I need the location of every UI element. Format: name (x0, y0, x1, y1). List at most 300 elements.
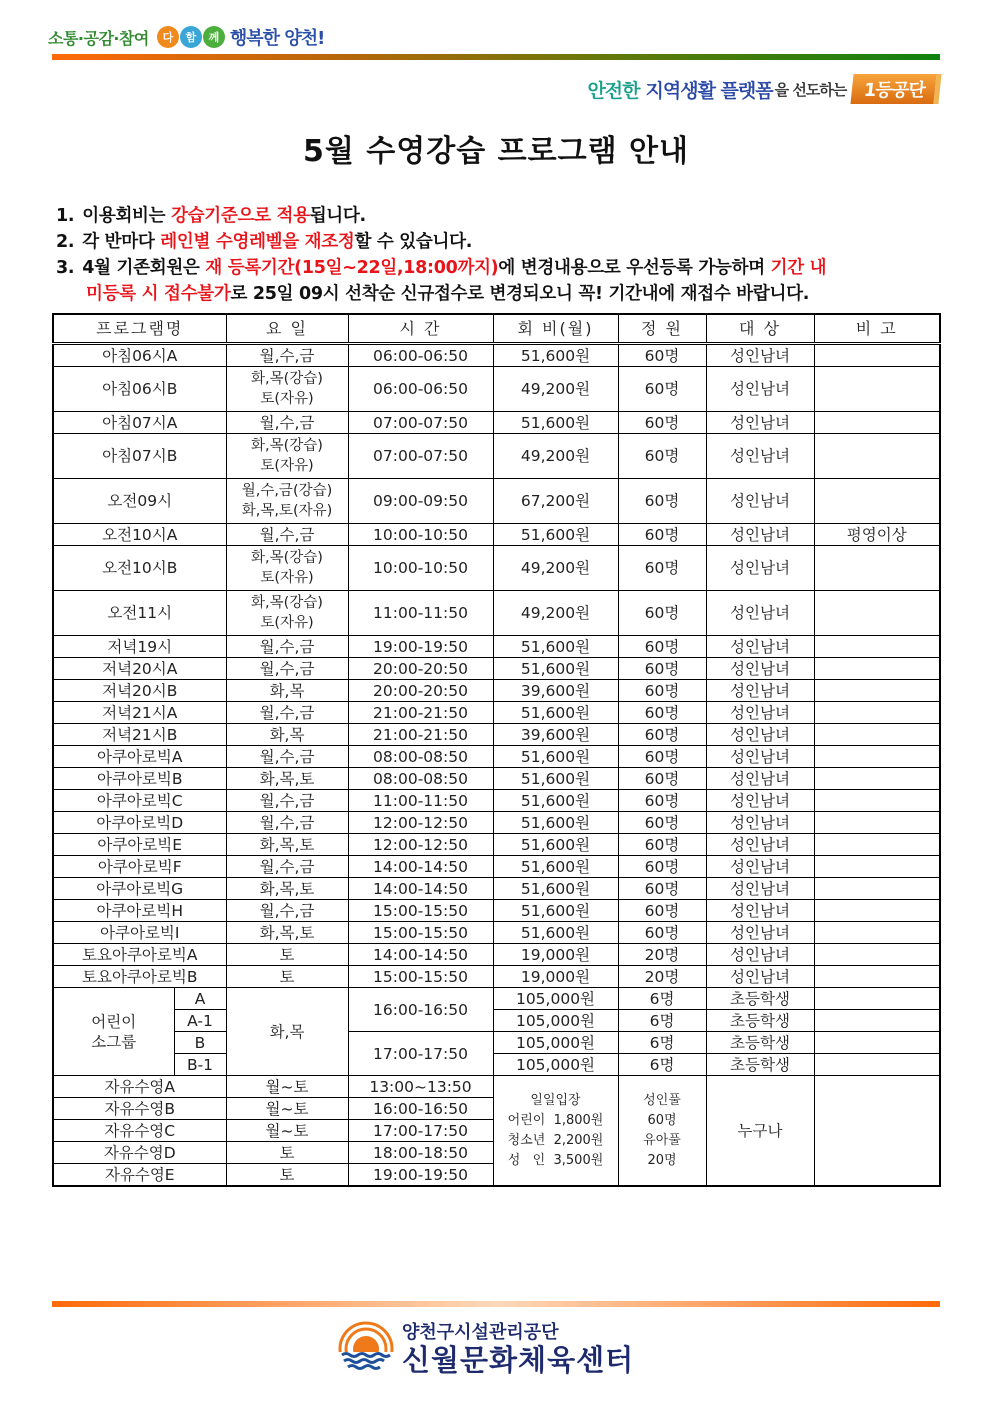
time-cell: 12:00-12:50 (348, 834, 493, 856)
days-line: 토(자유) (260, 570, 314, 586)
days-cell (226, 680, 348, 702)
days-line: 월,수,금 (259, 747, 315, 766)
table-row (53, 900, 940, 922)
days-cell (226, 524, 348, 546)
days-line: 토 (279, 967, 295, 986)
capacity-cell: 60명 (618, 702, 706, 724)
fee-cell: 105,000원 (493, 1010, 618, 1032)
fee-cell: 51,600원 (493, 524, 618, 546)
target-cell: 초등학생 (706, 1010, 814, 1032)
notice-number: 3. (56, 258, 75, 278)
target-cell: 초등학생 (706, 1054, 814, 1076)
header-fee: 회 비(월) (493, 314, 618, 344)
program-name-cell: 아쿠아로빅A (53, 746, 226, 768)
days-cell: 월~토 (226, 1120, 348, 1142)
days-line: 월,수,금 (259, 346, 315, 365)
top-slogan (48, 22, 324, 52)
target-cell: 성인남녀 (706, 524, 814, 546)
fee-cell: 51,600원 (493, 658, 618, 680)
table-row (53, 768, 940, 790)
capacity-cell: 60명 (618, 790, 706, 812)
slogan-badge-ham: 함 (180, 26, 202, 48)
program-name-cell: 토요아쿠아로빅B (53, 966, 226, 988)
time-cell: 19:00-19:50 (348, 1164, 493, 1187)
time-cell: 20:00-20:50 (348, 680, 493, 702)
notice-text: 에 변경내용으로 우선등록 가능하며 (498, 258, 771, 278)
notice-list (56, 203, 946, 307)
capacity-cell: 60명 (618, 367, 706, 412)
capacity-cell: 60명 (618, 856, 706, 878)
notice-item (56, 255, 946, 281)
days-cell (226, 856, 348, 878)
notice-item (56, 203, 946, 229)
days-line: 월,수,금 (259, 703, 315, 722)
capacity-cell: 60명 (618, 900, 706, 922)
fee-cell: 19,000원 (493, 966, 618, 988)
program-name-cell: 저녁20시B (53, 680, 226, 702)
capacity-cell: 60명 (618, 922, 706, 944)
notice-text: 4월 기존회원은 (82, 258, 206, 278)
program-name-cell: 아쿠아로빅G (53, 878, 226, 900)
fee-cell: 51,600원 (493, 812, 618, 834)
days-line: 월,수,금 (259, 813, 315, 832)
time-cell: 15:00-15:50 (348, 966, 493, 988)
days-cell (226, 724, 348, 746)
notice-text: 각 반마다 (82, 232, 161, 252)
program-name-cell: 아쿠아로빅D (53, 812, 226, 834)
target-cell: 성인남녀 (706, 636, 814, 658)
target-cell: 성인남녀 (706, 344, 814, 367)
program-name-cell: 자유수영D (53, 1142, 226, 1164)
note-cell (814, 724, 940, 746)
notice-highlight: 미등록 시 접수불가 (86, 284, 231, 304)
note-cell (814, 834, 940, 856)
capacity-cell: 60명 (618, 768, 706, 790)
time-cell: 11:00-11:50 (348, 591, 493, 636)
free-swim-note-cell (814, 1076, 940, 1187)
time-cell: 07:00-07:50 (348, 434, 493, 479)
header-note: 비 고 (814, 314, 940, 344)
footer-center-name: 신월문화체육센터 (402, 1343, 635, 1377)
table-row-kids (53, 1054, 940, 1076)
fee-cell: 49,200원 (493, 367, 618, 412)
capacity-cell: 6명 (618, 1010, 706, 1032)
table-row (53, 966, 940, 988)
time-cell: 09:00-09:50 (348, 479, 493, 524)
table-row (53, 434, 940, 479)
time-cell: 06:00-06:50 (348, 367, 493, 412)
pool-capacity-line: 20명 (647, 1152, 677, 1168)
daily-fee-line: 청소년 2,200원 (507, 1132, 604, 1148)
days-line: 화,목,토 (259, 879, 315, 898)
program-name-cell: 아쿠아로빅C (53, 790, 226, 812)
kids-group-name-line: 어린이 (91, 1012, 137, 1031)
fee-cell: 39,600원 (493, 724, 618, 746)
page-title: 5월 수영강습 프로그램 안내 (303, 134, 689, 169)
notice-number: 1. (56, 206, 75, 226)
note-cell (814, 412, 940, 434)
daily-fee-line: 성 인 3,500원 (507, 1152, 604, 1168)
program-name-cell: 오전11시 (53, 591, 226, 636)
days-line: 월,수,금 (259, 857, 315, 876)
capacity-cell: 60명 (618, 524, 706, 546)
kids-subgroup-cell: B (174, 1032, 226, 1054)
time-cell: 21:00-21:50 (348, 724, 493, 746)
note-cell (814, 479, 940, 524)
days-cell: 월~토 (226, 1098, 348, 1120)
time-cell: 14:00-14:50 (348, 878, 493, 900)
fee-cell: 51,600원 (493, 922, 618, 944)
table-row (53, 856, 940, 878)
target-cell: 성인남녀 (706, 434, 814, 479)
capacity-cell: 20명 (618, 966, 706, 988)
target-cell: 성인남녀 (706, 812, 814, 834)
time-cell: 14:00-14:50 (348, 944, 493, 966)
program-name-cell: 아침07시B (53, 434, 226, 479)
time-cell: 08:00-08:50 (348, 746, 493, 768)
time-cell: 12:00-12:50 (348, 812, 493, 834)
days-cell (226, 944, 348, 966)
days-cell (226, 922, 348, 944)
note-cell (814, 988, 940, 1010)
capacity-cell: 60명 (618, 636, 706, 658)
tagline-part3: 을 선도하는 (774, 80, 847, 99)
table-row (53, 344, 940, 367)
table-row-kids (53, 988, 940, 1010)
days-line: 화,목(강습) (251, 371, 323, 387)
notice-item (56, 281, 946, 307)
kids-time-cell: 17:00-17:50 (348, 1032, 493, 1076)
capacity-cell: 60명 (618, 591, 706, 636)
daily-fee-line: 일일입장 (530, 1092, 581, 1108)
pool-capacity-line: 유아풀 (643, 1132, 681, 1148)
fee-cell: 49,200원 (493, 591, 618, 636)
free-swim-target-cell: 누구나 (706, 1076, 814, 1187)
fee-cell: 51,600원 (493, 768, 618, 790)
notice-text: 로 25일 09시 선착순 신규접수로 변경되오니 꼭! 기간내에 재접수 바랍니다. (230, 284, 810, 304)
target-cell: 성인남녀 (706, 768, 814, 790)
fee-cell: 51,600원 (493, 344, 618, 367)
days-cell (226, 790, 348, 812)
days-line: 화,목,토 (259, 769, 315, 788)
table-header-row (53, 314, 940, 344)
days-line: 화,목,토 (259, 835, 315, 854)
fee-cell: 105,000원 (493, 1032, 618, 1054)
note-cell (814, 922, 940, 944)
slogan-badge-kke: 께 (203, 26, 225, 48)
days-line: 월,수,금 (259, 791, 315, 810)
table-row-kids (53, 1010, 940, 1032)
days-line: 토 (279, 945, 295, 964)
kids-subgroup-cell: A (174, 988, 226, 1010)
fee-cell: 51,600원 (493, 636, 618, 658)
kids-group-name-line: 소그룹 (91, 1032, 137, 1051)
capacity-cell: 6명 (618, 1032, 706, 1054)
target-cell: 초등학생 (706, 988, 814, 1010)
kids-days-cell: 화,목 (226, 988, 348, 1076)
days-line: 토(자유) (260, 615, 314, 631)
notice-highlight: 재 등록기간(15일~22일,18:00까지) (205, 258, 499, 278)
days-cell (226, 768, 348, 790)
days-cell (226, 591, 348, 636)
time-cell: 07:00-07:50 (348, 412, 493, 434)
capacity-cell: 60명 (618, 878, 706, 900)
time-cell: 10:00-10:50 (348, 546, 493, 591)
days-line: 화,목(강습) (251, 595, 323, 611)
target-cell: 성인남녀 (706, 746, 814, 768)
days-cell: 토 (226, 1164, 348, 1187)
days-line: 월,수,금 (259, 637, 315, 656)
time-cell: 11:00-11:50 (348, 790, 493, 812)
days-cell: 월~토 (226, 1076, 348, 1098)
days-line: 월,수,금(강습) (241, 483, 333, 499)
note-cell (814, 746, 940, 768)
program-name-cell: 오전09시 (53, 479, 226, 524)
fee-cell: 67,200원 (493, 479, 618, 524)
capacity-cell: 60명 (618, 680, 706, 702)
tagline-part2: 지역생활 플랫폼 (645, 79, 773, 102)
program-name-cell: 저녁21시A (53, 702, 226, 724)
days-line: 화,목 (269, 681, 305, 700)
program-name-cell: 자유수영E (53, 1164, 226, 1187)
days-line: 화,목,토(자유) (241, 503, 333, 519)
table-row (53, 790, 940, 812)
table-row-kids (53, 1032, 940, 1054)
notice-item (56, 229, 946, 255)
table-row (53, 680, 940, 702)
table-row (53, 479, 940, 524)
fee-cell: 51,600원 (493, 900, 618, 922)
schedule-table (52, 313, 941, 1187)
fee-cell: 49,200원 (493, 434, 618, 479)
program-name-cell: 아침06시B (53, 367, 226, 412)
footer-divider (52, 1301, 940, 1307)
table-row (53, 591, 940, 636)
target-cell: 성인남녀 (706, 479, 814, 524)
tagline-badge: 1등공단 (851, 74, 942, 104)
fee-cell: 49,200원 (493, 546, 618, 591)
note-cell (814, 812, 940, 834)
fee-cell: 51,600원 (493, 878, 618, 900)
days-line: 화,목 (269, 725, 305, 744)
days-cell (226, 966, 348, 988)
tagline-banner (587, 74, 940, 104)
note-cell: 평영이상 (814, 524, 940, 546)
fee-cell: 51,600원 (493, 834, 618, 856)
note-cell (814, 680, 940, 702)
capacity-cell: 60명 (618, 746, 706, 768)
days-line: 월,수,금 (259, 659, 315, 678)
note-cell (814, 367, 940, 412)
days-cell (226, 636, 348, 658)
program-name-cell: 아쿠아로빅F (53, 856, 226, 878)
capacity-cell: 6명 (618, 1054, 706, 1076)
days-cell (226, 658, 348, 680)
target-cell: 성인남녀 (706, 790, 814, 812)
time-cell: 19:00-19:50 (348, 636, 493, 658)
target-cell: 성인남녀 (706, 680, 814, 702)
fee-cell: 105,000원 (493, 1054, 618, 1076)
table-row (53, 524, 940, 546)
table-row (53, 878, 940, 900)
time-cell: 16:00-16:50 (348, 1098, 493, 1120)
fee-cell: 19,000원 (493, 944, 618, 966)
table-row (53, 367, 940, 412)
note-cell (814, 944, 940, 966)
capacity-cell: 60명 (618, 344, 706, 367)
note-cell (814, 856, 940, 878)
program-name-cell: 저녁19시 (53, 636, 226, 658)
capacity-cell: 60명 (618, 479, 706, 524)
time-cell: 13:00~13:50 (348, 1076, 493, 1098)
program-name-cell: 자유수영C (53, 1120, 226, 1142)
notice-highlight: 강습기준으로 적용 (171, 206, 310, 226)
time-cell: 17:00-17:50 (348, 1120, 493, 1142)
program-name-cell: 아쿠아로빅E (53, 834, 226, 856)
notice-text: 됩니다. (309, 206, 366, 226)
pool-capacity-line: 60명 (647, 1112, 677, 1128)
free-swim-capacity-cell (618, 1076, 706, 1187)
days-cell (226, 412, 348, 434)
kids-subgroup-cell: B-1 (174, 1054, 226, 1076)
note-cell (814, 546, 940, 591)
days-line: 화,목(강습) (251, 550, 323, 566)
fee-cell: 51,600원 (493, 746, 618, 768)
slogan-left: 소통·공감·참여 (48, 28, 149, 48)
days-cell (226, 546, 348, 591)
footer-logo (338, 1318, 634, 1376)
program-name-cell: 토요아쿠아로빅A (53, 944, 226, 966)
target-cell: 성인남녀 (706, 702, 814, 724)
target-cell: 초등학생 (706, 1032, 814, 1054)
daily-fee-line: 어린이 1,800원 (507, 1112, 604, 1128)
target-cell: 성인남녀 (706, 591, 814, 636)
days-line: 화,목,토 (259, 923, 315, 942)
fee-cell: 51,600원 (493, 790, 618, 812)
days-cell: 토 (226, 1142, 348, 1164)
fee-cell: 51,600원 (493, 702, 618, 724)
table-row (53, 746, 940, 768)
kids-group-name-cell (53, 988, 174, 1076)
pool-capacity-line: 성인풀 (643, 1092, 681, 1108)
note-cell (814, 344, 940, 367)
program-name-cell: 오전10시A (53, 524, 226, 546)
table-row (53, 944, 940, 966)
table-row (53, 724, 940, 746)
note-cell (814, 636, 940, 658)
fee-cell: 105,000원 (493, 988, 618, 1010)
kids-subgroup-cell: A-1 (174, 1010, 226, 1032)
tagline-part1: 안전한 (587, 79, 640, 102)
capacity-cell: 60명 (618, 658, 706, 680)
notice-number: 2. (56, 232, 75, 252)
note-cell (814, 591, 940, 636)
program-name-cell: 오전10시B (53, 546, 226, 591)
table-row (53, 922, 940, 944)
time-cell: 06:00-06:50 (348, 344, 493, 367)
notice-text: 할 수 있습니다. (354, 232, 473, 252)
header-days: 요 일 (226, 314, 348, 344)
days-line: 월,수,금 (259, 525, 315, 544)
slogan-right: 행복한 양천! (229, 28, 325, 49)
footer-org-name: 양천구시설관리공단 (402, 1322, 559, 1343)
days-line: 토(자유) (260, 458, 314, 474)
note-cell (814, 658, 940, 680)
fee-cell: 39,600원 (493, 680, 618, 702)
target-cell: 성인남녀 (706, 944, 814, 966)
time-cell: 15:00-15:50 (348, 922, 493, 944)
capacity-cell: 6명 (618, 988, 706, 1010)
notice-highlight: 기간 내 (770, 258, 827, 278)
days-cell (226, 367, 348, 412)
days-line: 화,목(강습) (251, 438, 323, 454)
table-row (53, 546, 940, 591)
slogan-badge-da: 다 (157, 26, 179, 48)
capacity-cell: 60명 (618, 546, 706, 591)
program-name-cell: 저녁20시A (53, 658, 226, 680)
days-cell (226, 344, 348, 367)
note-cell (814, 900, 940, 922)
target-cell: 성인남녀 (706, 724, 814, 746)
table-row (53, 702, 940, 724)
note-cell (814, 434, 940, 479)
days-line: 월,수,금 (259, 901, 315, 920)
program-name-cell: 자유수영A (53, 1076, 226, 1098)
capacity-cell: 60명 (618, 434, 706, 479)
note-cell (814, 790, 940, 812)
table-row-free-swim (53, 1076, 940, 1098)
table-row (53, 636, 940, 658)
capacity-cell: 60명 (618, 812, 706, 834)
program-name-cell: 아침06시A (53, 344, 226, 367)
table-row (53, 834, 940, 856)
target-cell: 성인남녀 (706, 922, 814, 944)
notice-highlight: 레인별 수영레벨을 재조정 (160, 232, 355, 252)
days-cell (226, 702, 348, 724)
days-line: 토(자유) (260, 391, 314, 407)
fee-cell: 51,600원 (493, 856, 618, 878)
kids-time-cell: 16:00-16:50 (348, 988, 493, 1032)
free-swim-fee-cell (493, 1076, 618, 1187)
time-cell: 14:00-14:50 (348, 856, 493, 878)
target-cell: 성인남녀 (706, 834, 814, 856)
target-cell: 성인남녀 (706, 367, 814, 412)
days-cell (226, 746, 348, 768)
note-cell (814, 966, 940, 988)
program-name-cell: 아쿠아로빅B (53, 768, 226, 790)
time-cell: 20:00-20:50 (348, 658, 493, 680)
table-row (53, 658, 940, 680)
capacity-cell: 20명 (618, 944, 706, 966)
time-cell: 10:00-10:50 (348, 524, 493, 546)
note-cell (814, 1054, 940, 1076)
days-cell (226, 834, 348, 856)
program-name-cell: 저녁21시B (53, 724, 226, 746)
days-cell (226, 434, 348, 479)
target-cell: 성인남녀 (706, 412, 814, 434)
note-cell (814, 1010, 940, 1032)
header-time: 시 간 (348, 314, 493, 344)
table-row (53, 412, 940, 434)
note-cell (814, 1032, 940, 1054)
header-capacity: 정 원 (618, 314, 706, 344)
capacity-cell: 60명 (618, 724, 706, 746)
note-cell (814, 768, 940, 790)
header-program-name: 프로그램명 (53, 314, 226, 344)
target-cell: 성인남녀 (706, 900, 814, 922)
time-cell: 18:00-18:50 (348, 1142, 493, 1164)
target-cell: 성인남녀 (706, 546, 814, 591)
